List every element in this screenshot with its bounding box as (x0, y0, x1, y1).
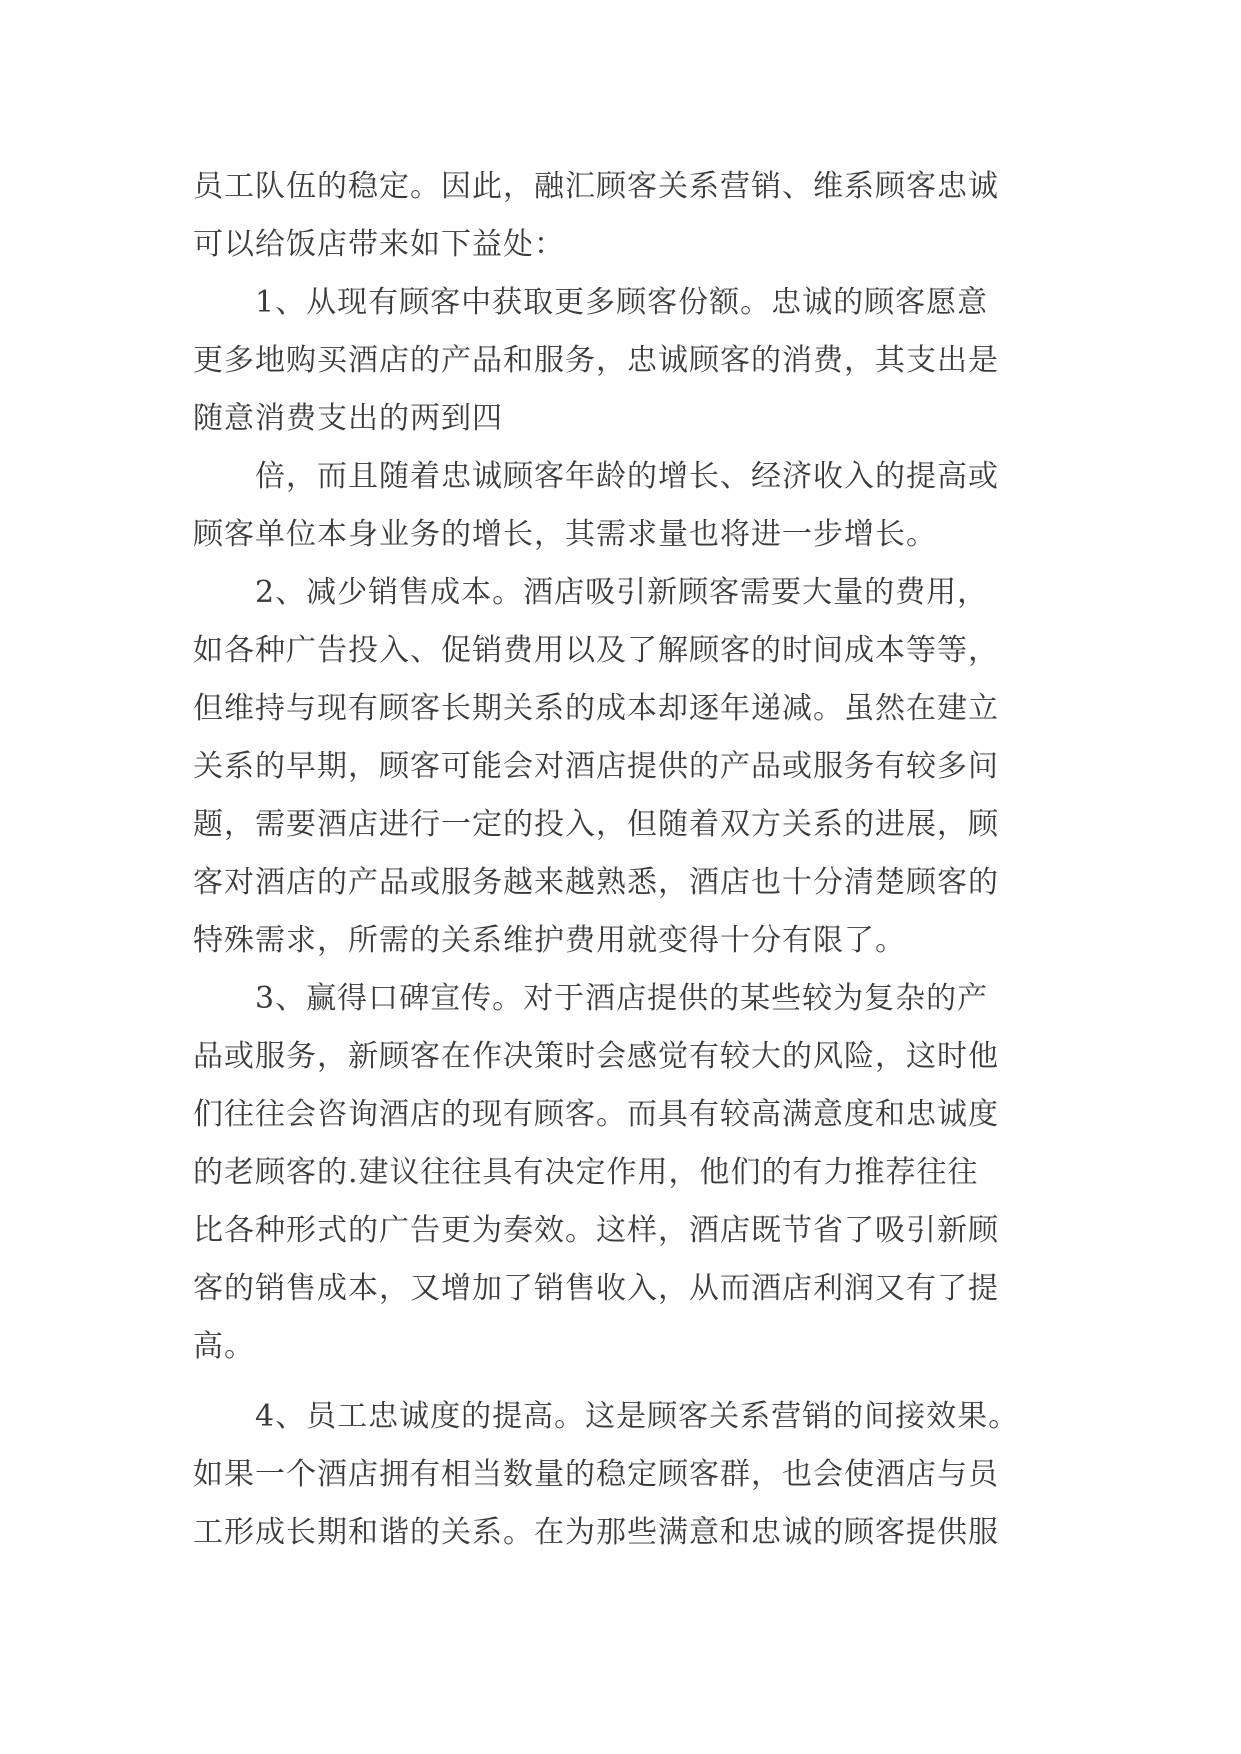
body-text (193, 158, 1073, 1562)
text-line: 顾客单位本身业务的增长，其需求量也将进一步增长。 (193, 517, 937, 552)
text-line: 们往往会咨询酒店的现有顾客。而具有较高满意度和忠诚度 (193, 1097, 999, 1132)
text-line: 但维持与现有顾客长期关系的成本却逐年递减。虽然在建立 (193, 691, 999, 726)
text-line: 可以给饭店带来如下益处： (193, 227, 565, 262)
text-line: 客的销售成本，又增加了销售收入，从而酒店利润又有了提 (193, 1271, 999, 1306)
text-line: 如果一个酒店拥有相当数量的稳定顾客群，也会使酒店与员 (193, 1457, 999, 1492)
text-line: 比各种形式的广告更为奏效。这样，酒店既节省了吸引新顾 (193, 1213, 999, 1248)
text-line: 2、减少销售成本。酒店吸引新顾客需要大量的费用， (255, 575, 989, 610)
text-line: 倍，而且随着忠诚顾客年龄的增长、经济收入的提高或 (255, 459, 999, 494)
text-line: 1、从现有顾客中获取更多顾客份额。忠诚的顾客愿意 (255, 285, 989, 320)
text-line: 4、员工忠诚度的提高。这是顾客关系营销的间接效果。 (255, 1399, 1020, 1434)
text-line: 的老顾客的.建议往往具有决定作用，他们的有力推荐往往 (193, 1155, 979, 1190)
text-line: 如各种广告投入、促销费用以及了解顾客的时间成本等等， (193, 633, 999, 668)
text-line: 3、赢得口碑宣传。对于酒店提供的某些较为复杂的产 (255, 981, 989, 1016)
text-line: 员工队伍的稳定。因此，融汇顾客关系营销、维系顾客忠诚 (193, 169, 999, 204)
text-line: 品或服务，新顾客在作决策时会感觉有较大的风险，这时他 (193, 1039, 999, 1074)
text-line: 工形成长期和谐的关系。在为那些满意和忠诚的顾客提供服 (193, 1515, 999, 1550)
text-line: 高。 (193, 1329, 255, 1364)
text-line: 随意消费支出的两到四 (193, 401, 503, 436)
paragraph-gap (193, 1376, 1073, 1388)
text-line: 特殊需求，所需的关系维护费用就变得十分有限了。 (193, 923, 906, 958)
text-line: 更多地购买酒店的产品和服务，忠诚顾客的消费，其支出是 (193, 343, 999, 378)
text-line: 题，需要酒店进行一定的投入，但随着双方关系的进展，顾 (193, 807, 999, 842)
text-line: 客对酒店的产品或服务越来越熟悉，酒店也十分清楚顾客的 (193, 865, 999, 900)
text-line: 关系的早期，顾客可能会对酒店提供的产品或服务有较多问 (193, 749, 999, 784)
